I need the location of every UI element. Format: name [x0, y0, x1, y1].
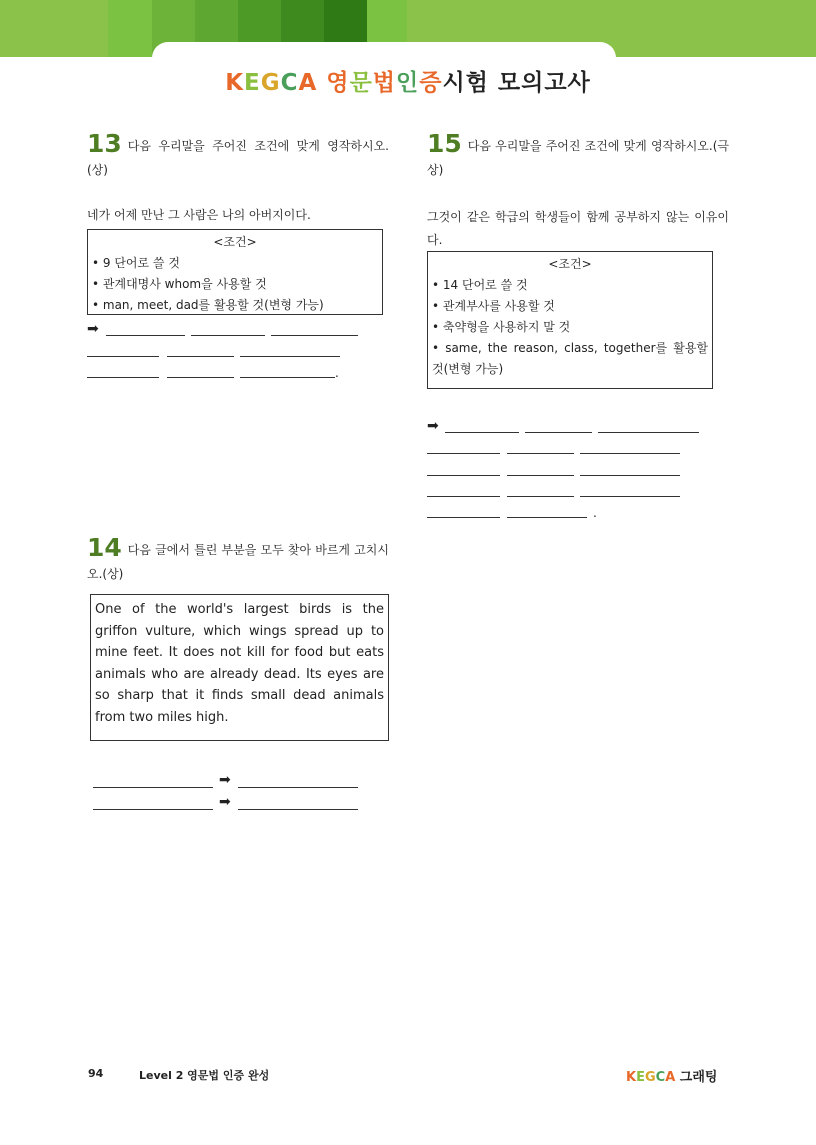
answer-blank[interactable] [87, 356, 159, 357]
q15-end-mark: . [593, 506, 597, 520]
answer-blank[interactable] [507, 517, 587, 518]
answer-blank[interactable] [167, 377, 234, 378]
arrow-icon: ➡ [219, 794, 231, 810]
q13-instruction: 13 다음 우리말을 주어진 조건에 맞게 영작하시오.(상) [87, 129, 389, 177]
q13-number: 13 [87, 129, 122, 158]
q15-number: 15 [427, 129, 462, 158]
answer-blank[interactable] [580, 453, 680, 454]
answer-blank[interactable] [93, 809, 213, 810]
page-number: 94 [88, 1067, 104, 1080]
answer-blank[interactable] [507, 453, 574, 454]
q15-condition: • 14 단어로 쓸 것 [432, 278, 528, 292]
answer-blank[interactable] [191, 335, 265, 336]
q15-conditions-title: <조건> [548, 257, 592, 271]
q13-condition: • man, meet, dad를 활용할 것(변형 가능) [92, 298, 324, 312]
q15-condition: • same, the reason, class, together를 활용할 것(변형 가능) [432, 341, 708, 376]
answer-blank[interactable] [580, 475, 680, 476]
answer-blank[interactable] [240, 377, 335, 378]
page-title: KEGCA 영문법인증시험 모의고사 [225, 70, 591, 96]
answer-blank[interactable] [507, 475, 574, 476]
q15-condition: • 축약형을 사용하지 말 것 [432, 320, 571, 334]
answer-blank[interactable] [271, 335, 358, 336]
q13-conditions-title: <조건> [213, 235, 257, 249]
answer-blank[interactable] [427, 496, 500, 497]
answer-blank[interactable] [427, 453, 500, 454]
answer-blank[interactable] [238, 809, 358, 810]
q15-instruction: 15 다음 우리말을 주어진 조건에 맞게 영작하시오.(극상) [427, 129, 729, 177]
answer-blank[interactable] [240, 356, 340, 357]
q15-condition: • 관계부사를 사용할 것 [432, 299, 555, 313]
answer-blank[interactable] [106, 335, 185, 336]
book-title: Level 2 영문법 인증 완성 [139, 1069, 270, 1082]
answer-blank[interactable] [427, 517, 500, 518]
answer-blank[interactable] [598, 432, 699, 433]
q13-condition: • 관계대명사 whom을 사용할 것 [92, 277, 267, 291]
answer-blank[interactable] [445, 432, 519, 433]
arrow-icon: ➡ [427, 418, 439, 434]
q13-condition: • 9 단어로 쓸 것 [92, 256, 180, 270]
q13-korean-sentence: 네가 어제 만난 그 사람은 나의 아버지이다. [87, 208, 311, 222]
arrow-icon: ➡ [87, 321, 99, 337]
q15-conditions-box [427, 251, 713, 389]
q14-number: 14 [87, 533, 122, 562]
answer-blank[interactable] [580, 496, 680, 497]
answer-blank[interactable] [427, 475, 500, 476]
q13-conditions-box [87, 229, 383, 315]
q13-end-mark: . [335, 366, 339, 380]
arrow-icon: ➡ [219, 772, 231, 788]
answer-blank[interactable] [167, 356, 234, 357]
header-stripe [108, 0, 152, 57]
q14-passage-box: One of the world's largest birds is the griffon vulture, which wings spread up to mine feet. It does not kill for food but eats animals who are already dead. Its eyes are so sharp that it finds small dead animals from two miles high. [90, 594, 389, 741]
answer-blank[interactable] [87, 377, 159, 378]
brand-logo: KEGCA 그래팅 [626, 1070, 718, 1085]
answer-blank[interactable] [525, 432, 592, 433]
q14-instruction: 14 다음 글에서 틀린 부분을 모두 찾아 바르게 고치시오.(상) [87, 533, 389, 581]
answer-blank[interactable] [238, 787, 358, 788]
answer-blank[interactable] [507, 496, 574, 497]
q15-korean-sentence: 그것이 같은 학급의 학생들이 함께 공부하지 않는 이유이다. [427, 210, 729, 247]
answer-blank[interactable] [93, 787, 213, 788]
